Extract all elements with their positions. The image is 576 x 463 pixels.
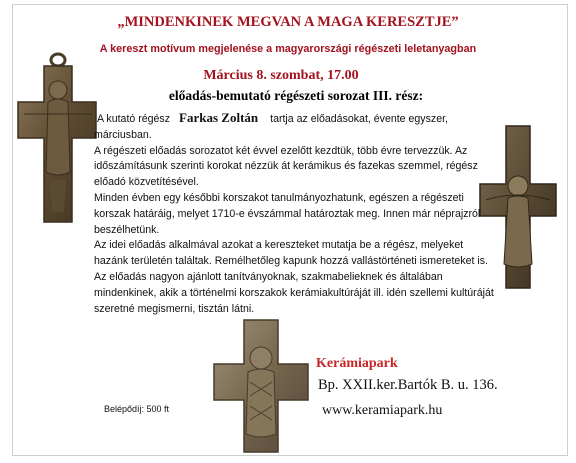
bronze-cross-bottom-image <box>210 316 312 456</box>
event-date: Március 8. szombat, 17.00 <box>203 68 359 83</box>
description-text <box>94 110 494 317</box>
paragraph: Az idei előadás alkalmával azokat a kereszteket mutatja be a régész, melyeket hazánk területén találtak. Remélhetőleg kapunk hozzá vallástörténeti ismereteket is. <box>94 239 488 268</box>
paragraph: Az előadás nagyon ajánlott tanítványoknak, szakmabelieknek és általában mindenkinek, akik a történelmi korszakok kerámiakultúráját ill. idén szellemi kultúráját szeretné megismerni, tisztán látni. <box>94 270 494 315</box>
intro-continued: márciusban. <box>94 128 152 141</box>
intro-line <box>94 110 494 128</box>
venue-name: Kerámiapark <box>316 356 398 371</box>
poster-subtitle: A kereszt motívum megjelenése a magyarországi régészeti leletanyagban <box>99 43 477 55</box>
venue-website[interactable]: www.keramiapark.hu <box>322 403 443 418</box>
paragraph: A régészeti előadás sorozatot két évvel ezelőtt kezdtük, több évre tervezzük. Az időszámításunk szerinti korokat nézzük át kerámikus és fazekas szemmel, régész előadó közvetítésével. <box>94 144 478 189</box>
bronze-cross-left-image <box>14 52 100 232</box>
entry-fee: Belépődíj: 500 ft <box>104 404 170 414</box>
series-title: előadás-bemutató régészeti sorozat III. rész: <box>168 88 424 103</box>
poster-title: „MINDENKINEK MEGVAN A MAGA KERESZTJE” <box>117 14 459 30</box>
intro-after: tartja az előadásokat, évente egyszer, <box>270 113 448 125</box>
venue-address: Bp. XXII.ker.Bartók B. u. 136. <box>318 377 498 393</box>
presenter-name: Farkas Zoltán <box>179 110 259 125</box>
paragraph: Minden évben egy későbbi korszakot tanulmányozhatunk, egészen a régészeti korszak határáig, melyet 1710-e évszámmal határoztak meg. Innen már néprajzról beszélhetünk. <box>94 191 481 236</box>
intro-before: A kutató régész <box>97 113 171 125</box>
